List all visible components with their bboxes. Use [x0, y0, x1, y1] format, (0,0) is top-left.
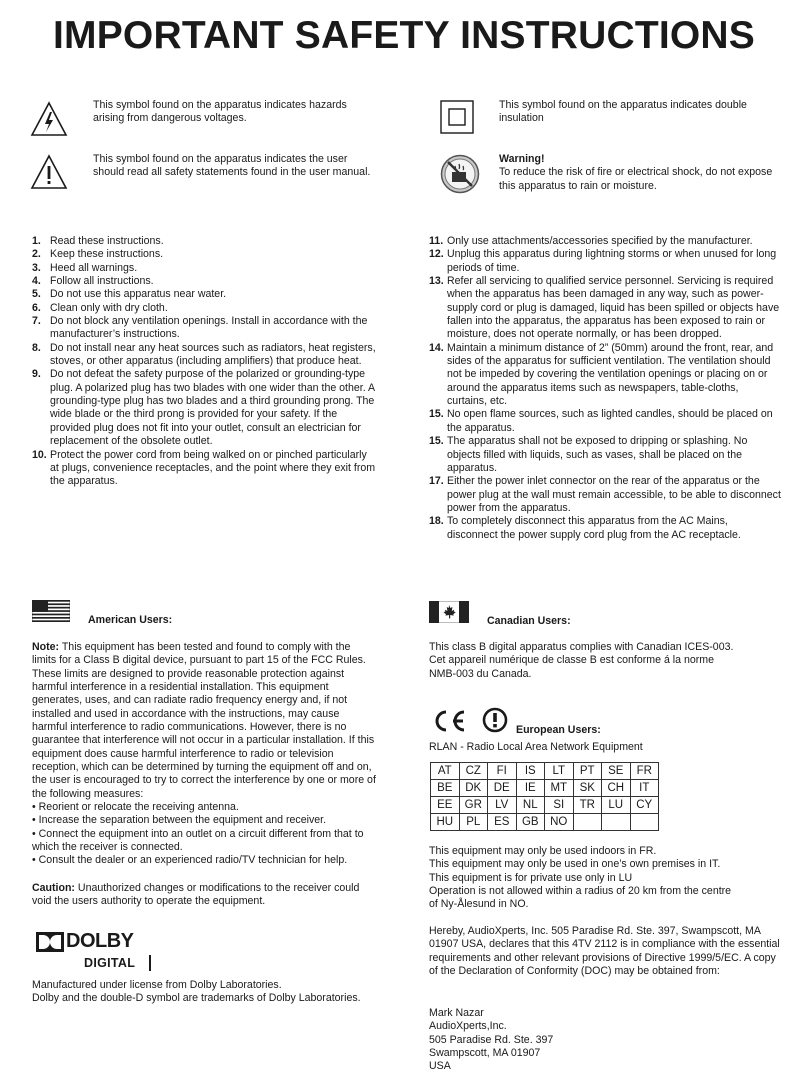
instruction-text: Keep these instructions.: [50, 248, 164, 261]
exclamation-warning-icon: [30, 153, 68, 191]
eu-restrictions: [429, 845, 784, 912]
country-cell: SI: [545, 797, 574, 814]
country-cell: LV: [488, 797, 517, 814]
country-row: [431, 814, 659, 831]
instruction-text: Clean only with dry cloth.: [50, 301, 168, 314]
country-cell: FI: [488, 763, 517, 780]
double-insulation-icon: [440, 100, 474, 134]
country-cell: HU: [431, 814, 460, 831]
country-row: [431, 797, 659, 814]
instruction-text: Do not use this apparatus near water.: [50, 288, 227, 301]
country-cell: IT: [630, 780, 659, 797]
instruction-text: To completely disconnect this apparatus from the AC Mains, disconnect the power supply cord plug from the AC receptacle.: [447, 515, 741, 541]
instruction-text: Read these instructions.: [50, 235, 164, 247]
european-users-title: European Users:: [516, 724, 601, 736]
caution-text: Unauthorized changes or modifications to the receiver could void the users authority to operate the equipment.: [32, 882, 360, 908]
country-cell: GB: [516, 814, 545, 831]
country-cell: NL: [516, 797, 545, 814]
restriction-line: This equipment may only be used indoors in FR.: [429, 845, 657, 857]
instruction-number: 2.: [32, 248, 41, 261]
fcc-measures-list: [32, 801, 377, 868]
dolby-logo-sub: DIGITAL: [84, 956, 136, 970]
instruction-item: [32, 449, 377, 489]
instruction-item: [429, 515, 781, 542]
instruction-text: Heed all warnings.: [50, 261, 138, 274]
instruction-item: [32, 235, 377, 248]
dolby-double-d-icon: [36, 932, 64, 952]
warning-text: To reduce the risk of fire or electrical shock, do not expose this apparatus to rain or moisture.: [499, 166, 773, 192]
instruction-text: Protect the power cord from being walked on or pinched particularly at plugs, convenience receptacles, and the point where they exit from the apparatus.: [50, 448, 376, 488]
restriction-line: of Ny-Ålesund in NO.: [429, 898, 529, 911]
instruction-item: [32, 368, 377, 448]
instruction-item: [32, 302, 377, 315]
instruction-text: Do not defeat the safety purpose of the polarized or grounding-type plug. A polarized plug has two blades with one wider than the other. A grounding-type plug has two blades and a third grounding prong. The wide blade or the third prong is provided for your safety. If the provided plug does not fit into your outlet, consult an electrician for replacement of the obsolete outlet.: [50, 368, 375, 448]
country-cell: PL: [459, 814, 488, 831]
country-row: [431, 763, 659, 780]
instruction-number: 3.: [32, 261, 41, 274]
instruction-number: 4.: [32, 275, 41, 288]
country-cell: IS: [516, 763, 545, 780]
instruction-text: Follow all instructions.: [50, 275, 154, 288]
instruction-number: 17.: [429, 475, 444, 488]
instruction-number: 14.: [429, 341, 444, 354]
hazard-voltage-text: This symbol found on the apparatus indicates hazards arising from dangerous voltages.: [93, 99, 347, 125]
instruction-text: No open flame sources, such as lighted candles, should be placed on the apparatus.: [447, 408, 773, 434]
rlan-label: RLAN - Radio Local Area Network Equipment: [429, 741, 643, 753]
country-cell: PT: [573, 763, 602, 780]
eu-declaration: Hereby, AudioXperts, Inc. 505 Paradise Rd. Ste. 397, Swampscott, MA 01907 USA, declares that this 4TV 2112 is in compliance with the essential requirements and other relevant provisions of Directive 1999/5/EC. A copy of the Declaration of Conformity (DOC) may be obtained from:: [429, 925, 780, 978]
instruction-number: 6.: [32, 301, 41, 314]
warning-title: Warning!: [499, 153, 545, 165]
instruction-text: Maintain a minimum distance of 2” (50mm) around the front, rear, and sides of the apparatus for sufficient ventilation. The ventilation should not be impeded by covering the ventilation openings or placing on or around the apparatus items such as newspapers, table-cloths, curtains, etc.: [447, 341, 774, 408]
instruction-text: Do not install near any heat sources such as radiators, heat registers, stoves, or other apparatus (including amplifiers) that produce heat.: [50, 341, 376, 368]
country-cell: DK: [459, 780, 488, 797]
restriction-line: This equipment may only be used in one’s own premises in IT.: [429, 858, 721, 871]
lightning-hazard-icon: [30, 100, 68, 138]
double-insulation-text: This symbol found on the apparatus indicates double insulation: [499, 99, 747, 125]
instruction-item: [32, 248, 377, 261]
instruction-text: Refer all servicing to qualified service personnel. Servicing is required when the apparatus has been damaged in any way, such as power-supply cord or plug is damaged, liquid has been spilled or objects have fallen into the apparatus, the apparatus has been exposed to rain or moisture, does not operate normally, or has been dropped.: [447, 275, 780, 341]
country-cell: EE: [431, 797, 460, 814]
address-line: USA: [429, 1060, 451, 1073]
dolby-logo-bar: [149, 955, 151, 971]
caution-label: Caution:: [32, 882, 75, 894]
instruction-number: 1.: [32, 235, 41, 247]
instruction-item: [32, 342, 377, 369]
dolby-digital-logo: [36, 929, 156, 973]
canada-flag-icon: [429, 601, 469, 623]
canadian-users-title: Canadian Users:: [487, 615, 571, 627]
country-cell: FR: [630, 763, 659, 780]
instruction-item: [32, 288, 377, 301]
instruction-text: Either the power inlet connector on the rear of the apparatus or the power plug at the wall must remain accessible, to be able to disconnect power from the apparatus.: [447, 475, 781, 514]
canadian-text: [429, 641, 779, 681]
instruction-text: Do not block any ventilation openings. Install in accordance with the manufacturer’s instructions.: [50, 315, 368, 341]
instruction-number: 11.: [429, 235, 444, 247]
address-line: Swampscott, MA 01907: [429, 1047, 541, 1060]
instruction-item: [429, 475, 781, 515]
country-cell: CY: [630, 797, 659, 814]
instruction-number: 8.: [32, 341, 41, 354]
instruction-number: 13.: [429, 275, 444, 288]
fcc-note: [32, 641, 377, 801]
instruction-text: Unplug this apparatus during lightning storms or when unused for long periods of time.: [447, 248, 777, 274]
user-read-text: This symbol found on the apparatus indicates the user should read all safety statements found in the user manual.: [93, 153, 371, 179]
country-cell: CH: [602, 780, 631, 797]
instruction-number: 12.: [429, 248, 444, 261]
country-cell: MT: [545, 780, 574, 797]
dolby-logo-word: DOLBY: [66, 930, 134, 952]
country-cell: IE: [516, 780, 545, 797]
instruction-item: [429, 248, 781, 275]
alert-class-2-icon: [482, 707, 508, 733]
instruction-number: 18.: [429, 515, 444, 528]
warning-block: [499, 153, 784, 193]
country-cell: DE: [488, 780, 517, 797]
page-title: IMPORTANT SAFETY INSTRUCTIONS: [52, 14, 756, 57]
fcc-caution: [32, 882, 377, 909]
contact-address: [429, 1007, 679, 1074]
instruction-item: [429, 408, 781, 435]
instruction-number: 9.: [32, 368, 41, 381]
no-moisture-icon: [440, 154, 480, 194]
instruction-item: [32, 275, 377, 288]
country-table: [430, 762, 659, 831]
country-cell: CZ: [459, 763, 488, 780]
restriction-line: This equipment is for private use only in LU: [429, 871, 633, 884]
instruction-item: [429, 275, 781, 342]
address-line: Mark Nazar: [429, 1007, 484, 1019]
instruction-item: [429, 342, 781, 409]
ce-mark-icon: [431, 709, 467, 733]
instruction-item: [32, 262, 377, 275]
country-cell: SK: [573, 780, 602, 797]
instruction-item: [429, 435, 781, 475]
country-cell: [602, 814, 631, 831]
fcc-measure-item: • Connect the equipment into an outlet on a circuit different from that to which the receiver is connected.: [32, 827, 364, 854]
fcc-measure-item: • Reorient or relocate the receiving antenna.: [32, 801, 239, 813]
country-cell: NO: [545, 814, 574, 831]
dolby-license: [32, 979, 392, 1006]
country-cell: GR: [459, 797, 488, 814]
instruction-number: 15.: [429, 408, 444, 421]
country-cell: [630, 814, 659, 831]
american-users-title: American Users:: [88, 614, 173, 626]
dolby-line-2: Dolby and the double-D symbol are trademarks of Dolby Laboratories.: [32, 992, 361, 1005]
country-cell: LU: [602, 797, 631, 814]
instruction-item: [429, 235, 781, 248]
address-line: 505 Paradise Rd. Ste. 397: [429, 1033, 554, 1046]
note-text: This equipment has been tested and found to comply with the limits for a Class B digital device, pursuant to part 15 of the FCC Rules. These limits are designed to provide reasonable protection against harmful interference in a residential installation. This equipment generates, uses, and can radiate radio frequency energy and, if not installed and used in accordance with the instructions, may cause harmful interference to radio communications. However, there is no guarantee that interference will not occur in a particular installation. If this equipment does cause harmful interference to radio or television reception, which can be determined by turning the equipment off and on, the user is encouraged to try to correct the interference by one or more of the following measures:: [32, 641, 376, 800]
instructions-list-left: [32, 235, 377, 489]
address-line: AudioXperts,Inc.: [429, 1020, 507, 1033]
instruction-number: 5.: [32, 288, 41, 301]
country-cell: [573, 814, 602, 831]
country-cell: TR: [573, 797, 602, 814]
country-cell: LT: [545, 763, 574, 780]
dolby-line-1: Manufactured under license from Dolby Laboratories.: [32, 979, 282, 991]
instruction-item: [32, 315, 377, 342]
fcc-measure-item: • Increase the separation between the equipment and receiver.: [32, 814, 327, 827]
canadian-line-2: Cet appareil numérique de classe B est conforme á la norme: [429, 654, 715, 667]
canadian-line-3: NMB-003 du Canada.: [429, 667, 532, 680]
country-cell: AT: [431, 763, 460, 780]
note-label: Note:: [32, 641, 60, 653]
canadian-line-1: This class B digital apparatus complies with Canadian ICES-003.: [429, 641, 734, 653]
instruction-text: The apparatus shall not be exposed to dripping or splashing. No objects filled with liquids, such as vases, shall be placed on the apparatus.: [447, 435, 748, 474]
instructions-list-right: [429, 235, 781, 542]
instruction-number: 10.: [32, 448, 47, 461]
country-cell: SE: [602, 763, 631, 780]
restriction-line: Operation is not allowed within a radius of 20 km from the centre: [429, 885, 732, 898]
fcc-measure-item: • Consult the dealer or an experienced radio/TV technician for help.: [32, 854, 348, 867]
instruction-text: Only use attachments/accessories specified by the manufacturer.: [447, 235, 753, 247]
country-cell: ES: [488, 814, 517, 831]
instruction-number: 15.: [429, 435, 444, 448]
country-cell: BE: [431, 780, 460, 797]
instruction-number: 7.: [32, 315, 41, 328]
country-row: [431, 780, 659, 797]
us-flag-icon: [32, 600, 70, 622]
